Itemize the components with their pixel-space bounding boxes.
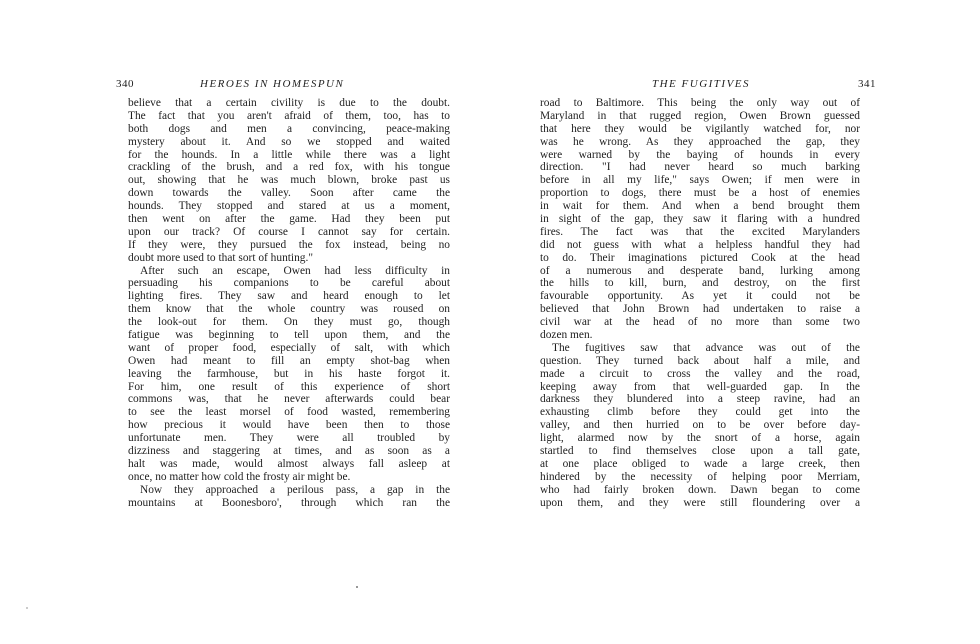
text-line: want of proper food, especially of salt, with which: [128, 341, 450, 354]
text-line: hindered by the necessity of helping poor Merriam,: [540, 470, 860, 483]
text-line: favourable opportunity. As yet it could not be: [540, 290, 860, 303]
text-line: before in all my life," says Owen; if men were in: [540, 174, 860, 187]
left-running-head: HEROES IN HOMESPUN: [200, 78, 345, 90]
text-line: down towards the valley. Soon after came the: [128, 187, 450, 200]
text-line: fatigue was beginning to tell upon them, and the: [128, 329, 450, 342]
text-line: Now they approached a perilous pass, a gap in the: [140, 483, 450, 496]
text-line: once, no matter how cold the frosty air might be.: [128, 470, 351, 483]
text-line: for the hounds. In a little while there was a light: [128, 148, 450, 161]
right-page-header: [540, 78, 876, 92]
text-line: question. They turned back about half a mile, and: [540, 354, 860, 367]
text-line: dizziness and staggering at times, and as soon as a: [128, 445, 450, 458]
text-line: upon them, and they were still floundering over a: [540, 496, 860, 509]
text-line: that here they would be vigilantly watched for, nor: [540, 122, 860, 135]
text-line: If they were, they pursued the fox instead, being no: [128, 238, 450, 251]
text-line: valley, and then hurried on to be over before day-: [540, 419, 860, 432]
text-line: halt was made, would almost always fall asleep at: [128, 457, 450, 470]
text-line: did not guess with what a helpless handful they had: [540, 238, 860, 251]
text-line: Maryland in that rugged region, Owen Brown guessed: [540, 109, 860, 122]
text-line: startled to find themselves close upon a tall gate,: [540, 445, 860, 458]
right-page-text: [540, 97, 860, 510]
text-line: proportion to dogs, there must be a host of enemies: [540, 187, 860, 200]
text-line: light, alarmed now by the snort of a horse, again: [540, 432, 860, 445]
text-line: unfortunate men. They were all troubled by: [128, 432, 450, 445]
text-line: keeping away from that well-guarded gap. In the: [540, 380, 860, 393]
text-line: believe that a certain civility is due to the doubt.: [128, 97, 450, 109]
scan-speck: [26, 607, 28, 609]
text-line: hounds. They stopped and stared at us a moment,: [128, 200, 450, 213]
left-page-number: 340: [116, 78, 134, 90]
text-line: mystery about it. And so we stopped and waited: [128, 135, 450, 148]
text-line: made a circuit to cross the valley and the road,: [540, 367, 860, 380]
text-line: to see the least morsel of food wasted, remembering: [128, 406, 450, 419]
text-line: to do. Their imaginations pictured Cook at the head: [540, 251, 860, 264]
text-line: civil war at the head of no more than some two: [540, 316, 860, 329]
text-line: was he wrong. As they approached the gap, they: [540, 135, 860, 148]
text-line: fires. The fact was that the excited Marylanders: [540, 225, 860, 238]
text-line: doubt more used to that sort of hunting.": [128, 251, 313, 264]
text-line: dozen men.: [540, 329, 593, 342]
text-line: believed that John Brown had undertaken to raise a: [540, 303, 860, 316]
text-line: leaving the farmhouse, but in his haste forgot it.: [128, 367, 450, 380]
text-line: how precious it would have been then to those: [128, 419, 450, 432]
text-line: road to Baltimore. This being the only way out of: [540, 97, 860, 109]
text-line: persuading his companions to be careful about: [128, 277, 450, 290]
text-line: After such an escape, Owen had less difficulty in: [140, 264, 450, 277]
text-line: in sight of the gap, they saw it flaring with a hundred: [540, 213, 860, 226]
left-page-header: [116, 78, 450, 92]
text-line: were warned by the baying of hounds in every: [540, 148, 860, 161]
text-line: Owen had meant to fill an empty shot-bag when: [128, 354, 450, 367]
text-line: lighting fires. They saw and heard enough to let: [128, 290, 450, 303]
text-line: The fugitives saw that advance was out of the: [552, 341, 860, 354]
text-line: exhausting climb before they could get into the: [540, 406, 860, 419]
right-page-number: 341: [858, 78, 876, 90]
text-line: darkness they blundered into a steep ravine, had an: [540, 393, 860, 406]
text-line: For him, one result of this experience of short: [128, 380, 450, 393]
text-line: the hills to kill, burn, and destroy, on the first: [540, 277, 860, 290]
text-line: The fact that you aren't afraid of them, too, has to: [128, 109, 450, 122]
text-line: crackling of the brush, and a red fox, with his tongue: [128, 161, 450, 174]
scan-speck: [356, 586, 358, 588]
text-line: direction. "I had never heard so much barking: [540, 161, 860, 174]
text-line: at one place obliged to wade a large creek, then: [540, 457, 860, 470]
text-line: the look-out for them. On they must go, though: [128, 316, 450, 329]
left-page-text: [128, 97, 450, 510]
text-line: in wait for them. And when a bend brought them: [540, 200, 860, 213]
text-line: upon our track? Of course I cannot say for certain.: [128, 225, 450, 238]
text-line: both dogs and men a convincing, peace-making: [128, 122, 450, 135]
text-line: who had fairly broken down. Dawn began to come: [540, 483, 860, 496]
text-line: mountains at Boonesboro', through which ran the: [128, 496, 450, 509]
text-line: of a numerous and desperate band, lurking among: [540, 264, 860, 277]
text-line: them know that the whole country was roused on: [128, 303, 450, 316]
text-line: commons was, that he never afterwards could bear: [128, 393, 450, 406]
right-running-head: THE FUGITIVES: [652, 78, 751, 90]
text-line: then went on after the game. Had they been put: [128, 213, 450, 226]
text-line: out, showing that he was much blown, broke past us: [128, 174, 450, 187]
